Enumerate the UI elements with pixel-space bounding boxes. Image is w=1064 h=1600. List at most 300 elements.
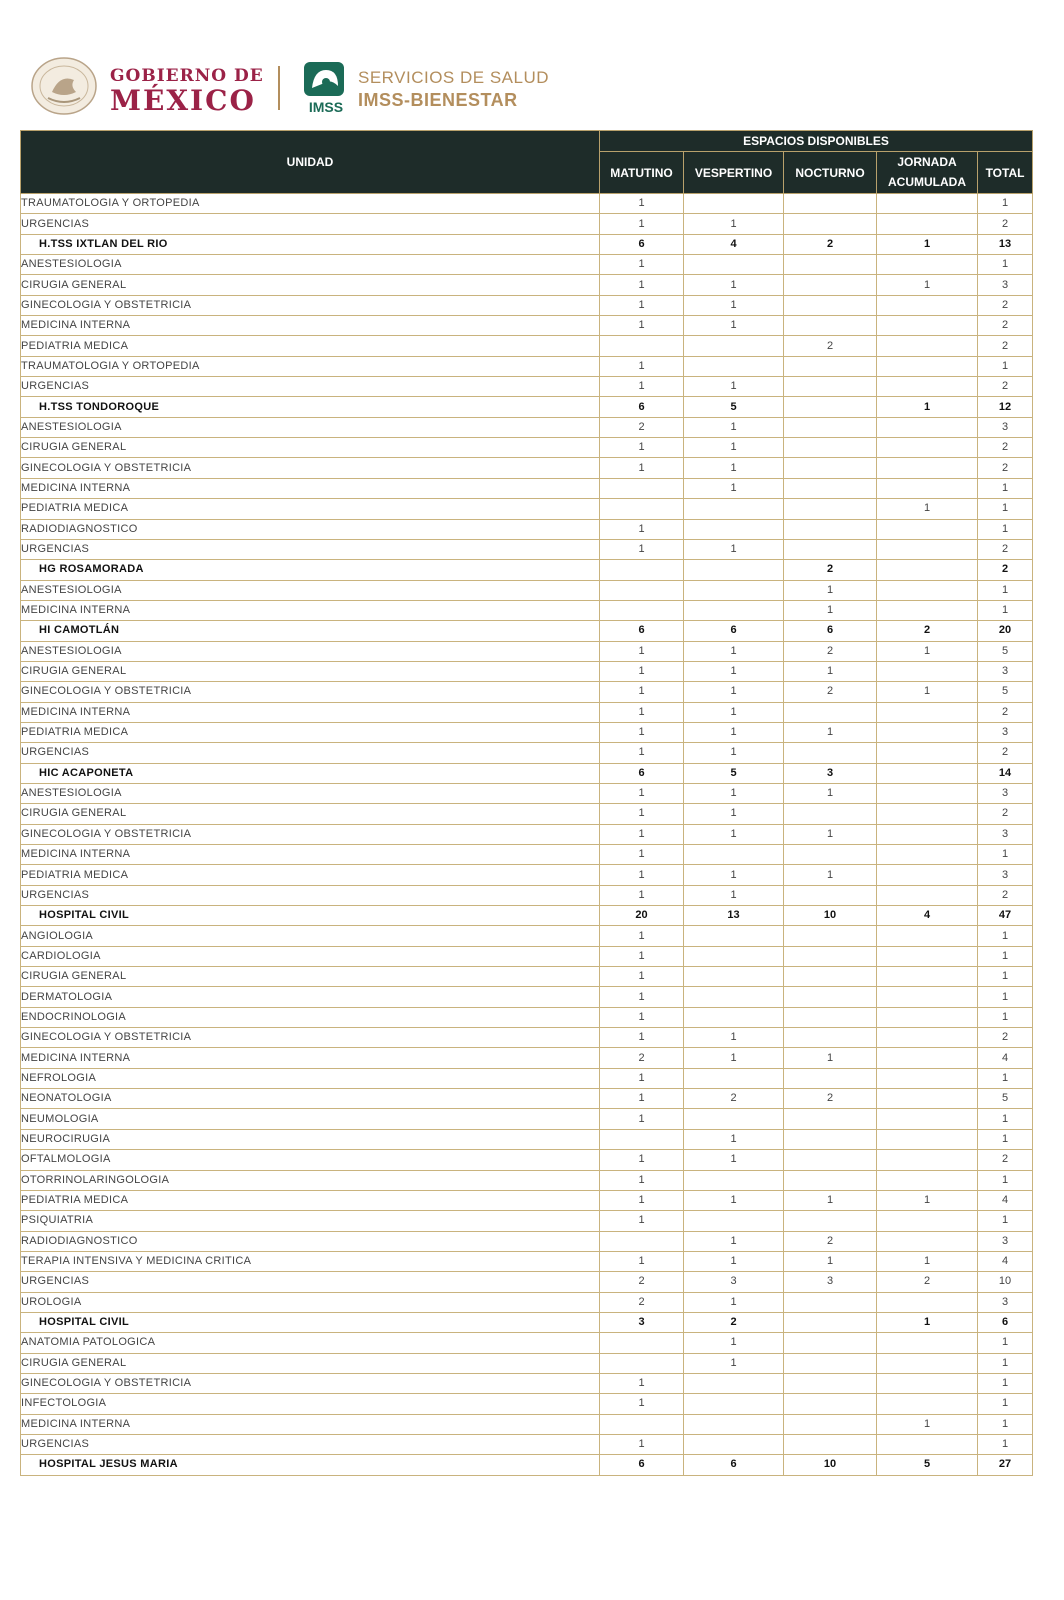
matutino-cell: 1 (600, 1150, 684, 1170)
jornada-acumulada-cell (877, 1170, 978, 1190)
nocturno-cell (784, 946, 877, 966)
jornada-acumulada-cell (877, 1048, 978, 1068)
table-row (21, 987, 1033, 1007)
nocturno-cell (784, 255, 877, 275)
specialty-name-cell: MEDICINA INTERNA (21, 478, 600, 498)
col-group-espacios-disponibles: ESPACIOS DISPONIBLES (600, 131, 1033, 152)
matutino-cell: 1 (600, 255, 684, 275)
unit-row (21, 1312, 1033, 1332)
nocturno-cell (784, 1353, 877, 1373)
service-line1: SERVICIOS DE SALUD (358, 68, 550, 87)
col-header-vespertino: VESPERTINO (684, 152, 784, 194)
vespertino-cell (684, 1394, 784, 1414)
nocturno-cell: 1 (784, 722, 877, 742)
nocturno-cell: 3 (784, 1272, 877, 1292)
total-cell: 1 (978, 580, 1033, 600)
matutino-cell: 1 (600, 458, 684, 478)
nocturno-cell (784, 214, 877, 234)
nocturno-cell (784, 1333, 877, 1353)
specialty-name-cell: CIRUGIA GENERAL (21, 967, 600, 987)
vespertino-cell: 1 (684, 458, 784, 478)
total-cell: 3 (978, 275, 1033, 295)
table-row (21, 1231, 1033, 1251)
jornada-acumulada-cell (877, 1394, 978, 1414)
table-row (21, 539, 1033, 559)
nocturno-cell: 10 (784, 906, 877, 926)
matutino-cell (600, 1129, 684, 1149)
specialty-name-cell: ANATOMIA PATOLOGICA (21, 1333, 600, 1353)
table-row (21, 845, 1033, 865)
jornada-acumulada-cell (877, 600, 978, 620)
table-row (21, 600, 1033, 620)
jornada-acumulada-cell (877, 519, 978, 539)
table-row (21, 275, 1033, 295)
total-cell: 1 (978, 1394, 1033, 1414)
specialty-name-cell: ANESTESIOLOGIA (21, 255, 600, 275)
vespertino-cell: 1 (684, 1048, 784, 1068)
total-cell: 3 (978, 661, 1033, 681)
service-line2: IMSS-BIENESTAR (358, 90, 518, 110)
table-row (21, 1150, 1033, 1170)
imss-logo-icon (302, 60, 350, 116)
jornada-acumulada-cell (877, 987, 978, 1007)
total-cell: 1 (978, 926, 1033, 946)
vespertino-cell: 3 (684, 1272, 784, 1292)
table-row (21, 824, 1033, 844)
matutino-cell: 6 (600, 621, 684, 641)
government-name-line1: GOBIERNO DE (110, 66, 264, 86)
vespertino-cell: 1 (684, 722, 784, 742)
total-cell: 5 (978, 1089, 1033, 1109)
specialty-name-cell: PEDIATRIA MEDICA (21, 1190, 600, 1210)
total-cell: 3 (978, 824, 1033, 844)
specialty-name-cell: PEDIATRIA MEDICA (21, 865, 600, 885)
col-header-unidad: UNIDAD (21, 131, 600, 194)
col-header-nocturno: NOCTURNO (784, 152, 877, 194)
matutino-cell (600, 499, 684, 519)
table-row (21, 1434, 1033, 1454)
matutino-cell (600, 600, 684, 620)
total-cell: 47 (978, 906, 1033, 926)
jornada-acumulada-cell (877, 478, 978, 498)
vespertino-cell: 1 (684, 478, 784, 498)
table-row (21, 214, 1033, 234)
jornada-acumulada-cell (877, 926, 978, 946)
available-spaces-table (20, 130, 1033, 1476)
nocturno-cell (784, 1312, 877, 1332)
jornada-acumulada-cell (877, 580, 978, 600)
imss-mark-text: IMSS (308, 99, 344, 115)
jornada-acumulada-cell (877, 661, 978, 681)
unit-name-cell: HOSPITAL CIVIL (21, 1312, 600, 1332)
jornada-acumulada-cell (877, 1231, 978, 1251)
total-cell: 2 (978, 1150, 1033, 1170)
specialty-name-cell: CIRUGIA GENERAL (21, 438, 600, 458)
matutino-cell: 1 (600, 1109, 684, 1129)
specialty-name-cell: MEDICINA INTERNA (21, 702, 600, 722)
specialty-name-cell: GINECOLOGIA Y OBSTETRICIA (21, 1373, 600, 1393)
nocturno-cell (784, 519, 877, 539)
vespertino-cell: 1 (684, 438, 784, 458)
vespertino-cell (684, 580, 784, 600)
matutino-cell: 1 (600, 824, 684, 844)
total-cell: 27 (978, 1455, 1033, 1475)
matutino-cell: 1 (600, 865, 684, 885)
jornada-acumulada-cell: 1 (877, 397, 978, 417)
matutino-cell: 2 (600, 417, 684, 437)
unit-row (21, 1455, 1033, 1475)
table-row (21, 946, 1033, 966)
jornada-acumulada-cell: 1 (877, 1312, 978, 1332)
total-cell: 4 (978, 1048, 1033, 1068)
matutino-cell: 1 (600, 1190, 684, 1210)
jornada-acumulada-cell: 2 (877, 1272, 978, 1292)
vespertino-cell: 1 (684, 417, 784, 437)
total-cell: 1 (978, 194, 1033, 214)
matutino-cell: 6 (600, 397, 684, 417)
table-row (21, 417, 1033, 437)
nocturno-cell (784, 295, 877, 315)
nocturno-cell: 1 (784, 600, 877, 620)
matutino-cell: 6 (600, 1455, 684, 1475)
total-cell: 1 (978, 478, 1033, 498)
nocturno-cell (784, 1068, 877, 1088)
vespertino-cell: 1 (684, 1129, 784, 1149)
specialty-name-cell: CIRUGIA GENERAL (21, 661, 600, 681)
table-row (21, 336, 1033, 356)
vespertino-cell: 1 (684, 743, 784, 763)
header-divider (278, 66, 280, 110)
vespertino-cell (684, 1007, 784, 1027)
unit-row (21, 621, 1033, 641)
total-cell: 2 (978, 702, 1033, 722)
specialty-name-cell: OFTALMOLOGIA (21, 1150, 600, 1170)
nocturno-cell (784, 743, 877, 763)
table-row (21, 295, 1033, 315)
total-cell: 5 (978, 641, 1033, 661)
vespertino-cell: 1 (684, 702, 784, 722)
specialty-name-cell: ENDOCRINOLOGIA (21, 1007, 600, 1027)
jornada-acumulada-cell (877, 438, 978, 458)
matutino-cell: 1 (600, 194, 684, 214)
specialty-name-cell: ANESTESIOLOGIA (21, 580, 600, 600)
matutino-cell: 1 (600, 722, 684, 742)
nocturno-cell (784, 1007, 877, 1027)
specialty-name-cell: MEDICINA INTERNA (21, 845, 600, 865)
nocturno-cell (784, 1373, 877, 1393)
vespertino-cell: 5 (684, 763, 784, 783)
matutino-cell (600, 1231, 684, 1251)
vespertino-cell (684, 255, 784, 275)
vespertino-cell: 1 (684, 885, 784, 905)
table-row (21, 1211, 1033, 1231)
nocturno-cell (784, 1028, 877, 1048)
total-cell: 1 (978, 1129, 1033, 1149)
total-cell: 2 (978, 804, 1033, 824)
vespertino-cell: 1 (684, 539, 784, 559)
matutino-cell: 2 (600, 1272, 684, 1292)
vespertino-cell (684, 519, 784, 539)
vespertino-cell (684, 194, 784, 214)
table-row (21, 1007, 1033, 1027)
nocturno-cell (784, 499, 877, 519)
jornada-acumulada-cell (877, 783, 978, 803)
vespertino-cell (684, 1211, 784, 1231)
total-cell: 1 (978, 1068, 1033, 1088)
matutino-cell: 1 (600, 316, 684, 336)
matutino-cell: 1 (600, 804, 684, 824)
jornada-acumulada-cell: 1 (877, 682, 978, 702)
table-row (21, 519, 1033, 539)
nocturno-cell: 2 (784, 1089, 877, 1109)
matutino-cell: 1 (600, 661, 684, 681)
unit-row (21, 763, 1033, 783)
jornada-acumulada-cell: 1 (877, 1414, 978, 1434)
specialty-name-cell: ANESTESIOLOGIA (21, 641, 600, 661)
nocturno-cell: 1 (784, 783, 877, 803)
nocturno-cell (784, 1394, 877, 1414)
specialty-name-cell: URGENCIAS (21, 885, 600, 905)
vespertino-cell: 1 (684, 1028, 784, 1048)
table-row (21, 967, 1033, 987)
matutino-cell: 1 (600, 702, 684, 722)
matutino-cell: 1 (600, 1251, 684, 1271)
col-header-matutino: MATUTINO (600, 152, 684, 194)
unit-name-cell: HI CAMOTLÁN (21, 621, 600, 641)
nocturno-cell (784, 417, 877, 437)
jornada-acumulada-cell (877, 1292, 978, 1312)
specialty-name-cell: GINECOLOGIA Y OBSTETRICIA (21, 682, 600, 702)
total-cell: 1 (978, 845, 1033, 865)
unit-row (21, 397, 1033, 417)
unit-name-cell: HOSPITAL JESUS MARIA (21, 1455, 600, 1475)
total-cell: 2 (978, 560, 1033, 580)
jornada-acumulada-cell: 1 (877, 499, 978, 519)
vespertino-cell: 1 (684, 377, 784, 397)
specialty-name-cell: CARDIOLOGIA (21, 946, 600, 966)
vespertino-cell: 1 (684, 275, 784, 295)
nocturno-cell: 1 (784, 824, 877, 844)
table-row (21, 1068, 1033, 1088)
nocturno-cell (784, 845, 877, 865)
total-cell: 2 (978, 295, 1033, 315)
specialty-name-cell: URGENCIAS (21, 539, 600, 559)
matutino-cell: 1 (600, 1434, 684, 1454)
specialty-name-cell: URGENCIAS (21, 743, 600, 763)
matutino-cell: 1 (600, 438, 684, 458)
unit-name-cell: H.TSS IXTLAN DEL RIO (21, 234, 600, 254)
matutino-cell: 1 (600, 1394, 684, 1414)
specialty-name-cell: GINECOLOGIA Y OBSTETRICIA (21, 295, 600, 315)
jornada-acumulada-cell (877, 295, 978, 315)
jornada-acumulada-cell (877, 702, 978, 722)
specialty-name-cell: MEDICINA INTERNA (21, 316, 600, 336)
jornada-acumulada-cell (877, 316, 978, 336)
specialty-name-cell: CIRUGIA GENERAL (21, 275, 600, 295)
vespertino-cell: 13 (684, 906, 784, 926)
jornada-acumulada-cell (877, 722, 978, 742)
unit-name-cell: H.TSS TONDOROQUE (21, 397, 600, 417)
matutino-cell: 1 (600, 783, 684, 803)
nocturno-cell: 2 (784, 336, 877, 356)
nocturno-cell (784, 438, 877, 458)
jornada-acumulada-cell (877, 743, 978, 763)
jornada-acumulada-cell (877, 194, 978, 214)
table-row (21, 1251, 1033, 1271)
nocturno-cell (784, 1150, 877, 1170)
total-cell: 2 (978, 743, 1033, 763)
total-cell: 2 (978, 885, 1033, 905)
total-cell: 2 (978, 377, 1033, 397)
total-cell: 1 (978, 1434, 1033, 1454)
jornada-acumulada-cell (877, 255, 978, 275)
vespertino-cell: 1 (684, 641, 784, 661)
nocturno-cell: 1 (784, 661, 877, 681)
specialty-name-cell: NEFROLOGIA (21, 1068, 600, 1088)
table-row (21, 1109, 1033, 1129)
total-cell: 2 (978, 1028, 1033, 1048)
jornada-acumulada-cell (877, 214, 978, 234)
vespertino-cell (684, 336, 784, 356)
matutino-cell: 1 (600, 987, 684, 1007)
total-cell: 1 (978, 1007, 1033, 1027)
jornada-acumulada-cell (877, 1007, 978, 1027)
total-cell: 14 (978, 763, 1033, 783)
vespertino-cell (684, 1068, 784, 1088)
table-row (21, 682, 1033, 702)
vespertino-cell: 1 (684, 1251, 784, 1271)
jornada-acumulada-cell (877, 1109, 978, 1129)
specialty-name-cell: ANESTESIOLOGIA (21, 783, 600, 803)
nocturno-cell: 2 (784, 682, 877, 702)
matutino-cell (600, 1333, 684, 1353)
table-row (21, 1272, 1033, 1292)
jornada-acumulada-cell (877, 967, 978, 987)
vespertino-cell: 1 (684, 804, 784, 824)
matutino-cell: 1 (600, 845, 684, 865)
table-row (21, 702, 1033, 722)
jornada-acumulada-cell (877, 763, 978, 783)
specialty-name-cell: OTORRINOLARINGOLOGIA (21, 1170, 600, 1190)
matutino-cell: 3 (600, 1312, 684, 1332)
total-cell: 3 (978, 783, 1033, 803)
specialty-name-cell: GINECOLOGIA Y OBSTETRICIA (21, 1028, 600, 1048)
nocturno-cell (784, 478, 877, 498)
specialty-name-cell: DERMATOLOGIA (21, 987, 600, 1007)
matutino-cell (600, 580, 684, 600)
vespertino-cell (684, 356, 784, 376)
matutino-cell: 1 (600, 1007, 684, 1027)
specialty-name-cell: NEUMOLOGIA (21, 1109, 600, 1129)
vespertino-cell: 1 (684, 1150, 784, 1170)
vespertino-cell: 1 (684, 1353, 784, 1373)
total-cell: 3 (978, 417, 1033, 437)
table-row (21, 194, 1033, 214)
vespertino-cell: 1 (684, 865, 784, 885)
jornada-acumulada-cell (877, 356, 978, 376)
vespertino-cell (684, 987, 784, 1007)
matutino-cell: 1 (600, 1068, 684, 1088)
matutino-cell: 20 (600, 906, 684, 926)
jornada-acumulada-cell (877, 458, 978, 478)
table-row (21, 1333, 1033, 1353)
vespertino-cell: 4 (684, 234, 784, 254)
nocturno-cell: 2 (784, 641, 877, 661)
nocturno-cell (784, 194, 877, 214)
jornada-acumulada-cell (877, 946, 978, 966)
jornada-acumulada-cell (877, 1353, 978, 1373)
matutino-cell: 1 (600, 1028, 684, 1048)
nocturno-cell (784, 1109, 877, 1129)
table-row (21, 1394, 1033, 1414)
specialty-name-cell: RADIODIAGNOSTICO (21, 519, 600, 539)
matutino-cell: 1 (600, 946, 684, 966)
nocturno-cell (784, 1414, 877, 1434)
specialty-name-cell: MEDICINA INTERNA (21, 600, 600, 620)
jornada-acumulada-cell: 1 (877, 1190, 978, 1210)
vespertino-cell (684, 600, 784, 620)
nocturno-cell: 1 (784, 1251, 877, 1271)
unit-name-cell: HOSPITAL CIVIL (21, 906, 600, 926)
matutino-cell: 2 (600, 1292, 684, 1312)
jornada-acumulada-cell (877, 824, 978, 844)
mexico-coat-of-arms-icon (30, 56, 98, 116)
total-cell: 1 (978, 1414, 1033, 1434)
table-row (21, 783, 1033, 803)
nocturno-cell: 2 (784, 1231, 877, 1251)
total-cell: 12 (978, 397, 1033, 417)
specialty-name-cell: PEDIATRIA MEDICA (21, 722, 600, 742)
nocturno-cell (784, 458, 877, 478)
specialty-name-cell: INFECTOLOGIA (21, 1394, 600, 1414)
matutino-cell: 6 (600, 763, 684, 783)
table-row (21, 458, 1033, 478)
jornada-acumulada-cell (877, 1068, 978, 1088)
nocturno-cell: 2 (784, 560, 877, 580)
matutino-cell: 1 (600, 356, 684, 376)
table-row (21, 926, 1033, 946)
jornada-acumulada-cell (877, 336, 978, 356)
total-cell: 1 (978, 1353, 1033, 1373)
vespertino-cell: 5 (684, 397, 784, 417)
total-cell: 4 (978, 1190, 1033, 1210)
jornada-acumulada-cell: 1 (877, 641, 978, 661)
vespertino-cell: 2 (684, 1089, 784, 1109)
government-name-line2: MÉXICO (110, 84, 256, 117)
vespertino-cell: 2 (684, 1312, 784, 1332)
vespertino-cell: 6 (684, 621, 784, 641)
jornada-acumulada-cell: 1 (877, 234, 978, 254)
nocturno-cell (784, 967, 877, 987)
vespertino-cell: 1 (684, 661, 784, 681)
matutino-cell: 1 (600, 377, 684, 397)
nocturno-cell (784, 356, 877, 376)
jornada-acumulada-cell (877, 1150, 978, 1170)
total-cell: 6 (978, 1312, 1033, 1332)
total-cell: 2 (978, 336, 1033, 356)
col-header-jornada-acumulada: JORNADA ACUMULADA (877, 152, 978, 194)
matutino-cell (600, 1414, 684, 1434)
table-row (21, 438, 1033, 458)
vespertino-cell (684, 1109, 784, 1129)
total-cell: 3 (978, 865, 1033, 885)
nocturno-cell: 3 (784, 763, 877, 783)
nocturno-cell (784, 316, 877, 336)
specialty-name-cell: URGENCIAS (21, 214, 600, 234)
jornada-acumulada-cell (877, 885, 978, 905)
matutino-cell: 1 (600, 967, 684, 987)
unit-name-cell: HG ROSAMORADA (21, 560, 600, 580)
